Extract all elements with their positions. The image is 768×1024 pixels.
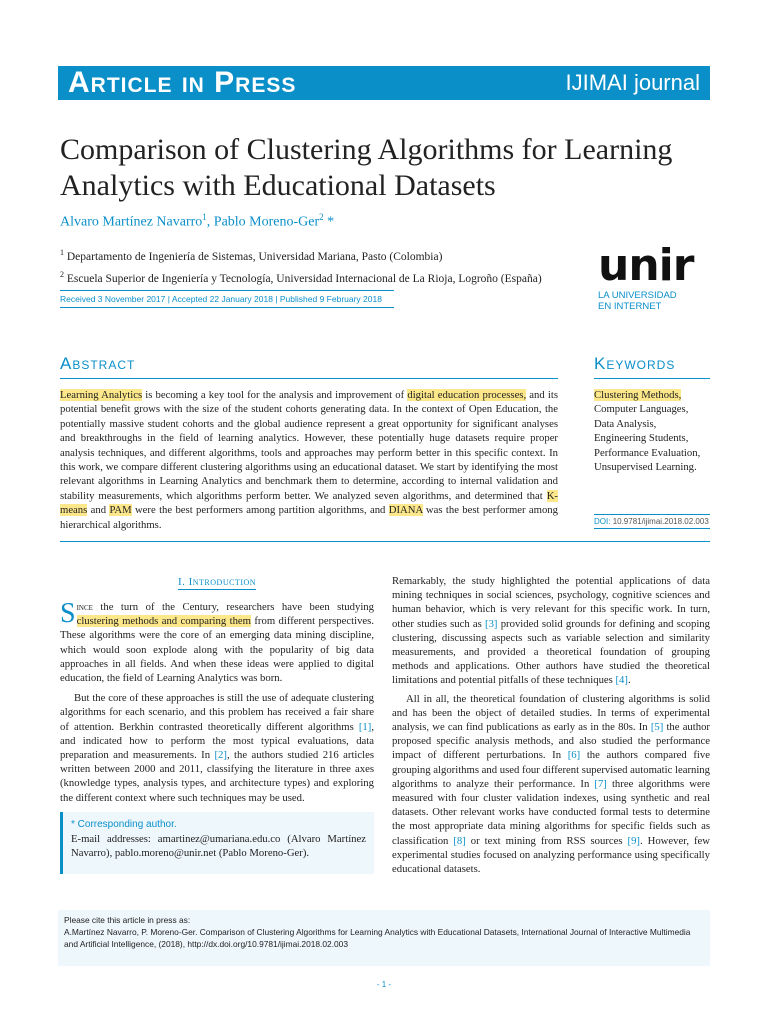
text-fragment: But the core of these approaches is still the use of adequate clustering algorithms for each scenario, and this problem has received a fair share of attention. Berkhin contrasted theoretically different algorithms: [60, 692, 374, 733]
doi-label: DOI:: [594, 517, 611, 526]
keyword-item: Unsupervised Learning.: [594, 461, 697, 474]
citation-link[interactable]: [2]: [214, 749, 227, 762]
affiliation-text: Departamento de Ingeniería de Sistemas, Universidad Mariana, Pasto (Colombia): [66, 250, 443, 263]
text-fragment: the authors compared five grouping algorithms and used four different supervised automatic learning algorithms to analyze their performance. In: [392, 749, 710, 790]
affiliation-text: Escuela Superior de Ingeniería y Tecnología, Universidad Internacional de La Rioja, Logroño (España): [66, 272, 542, 285]
page-number: - 1 -: [376, 980, 392, 989]
abstract-text: [60, 388, 558, 532]
highlight: DIANA: [388, 504, 423, 517]
abstract-fragment: is becoming a key tool for the analysis and improvement of: [142, 389, 408, 401]
citation-link[interactable]: [9]: [627, 834, 640, 847]
highlight: K-means: [60, 489, 558, 517]
unir-logo: [598, 240, 694, 312]
paragraph: [392, 574, 710, 688]
small-caps-word: ince: [76, 601, 93, 613]
text-fragment: , the authors studied 216 articles written between 2000 and 2011, classifying the literature in three axes (knowledge types, analysis types, and architecture types) and exploring the different context where such techniques may be used.: [60, 749, 374, 804]
corresponding-author-emails: E-mail addresses: amartinez@umariana.edu.co (Alvaro Martínez Navarro), pablo.moreno@unir.net (Pablo Moreno-Ger).: [71, 833, 366, 860]
article-in-press-banner: [58, 66, 710, 100]
highlight: PAM: [109, 504, 132, 517]
paragraph: [392, 692, 710, 877]
author-name[interactable]: Pablo Moreno-Ger: [213, 214, 320, 230]
logo-tagline: [598, 290, 693, 312]
affiliation-line: [60, 244, 542, 266]
affiliations: [60, 244, 542, 288]
highlight: clustering methods and comparing them: [76, 615, 251, 628]
citation-link[interactable]: [6]: [567, 749, 581, 762]
citation-link[interactable]: [4]: [615, 674, 628, 687]
left-column: [60, 600, 374, 805]
affiliation-sup: 2: [60, 269, 64, 279]
author-separator: ,: [206, 214, 214, 230]
doi: [594, 514, 710, 529]
text-fragment: three algorithms were measured with four cluster validation indexes, using synthetic and real datasets. Other relevant works have conducted formal tests to determine the most appropriate data mining algorithms for specific fields such as classification: [392, 777, 710, 847]
author-affil-sup: 2: [319, 212, 324, 222]
text-fragment: , and indicated how to perform the most typical evaluations, data preparation and measurements. In: [60, 720, 374, 762]
citation-link[interactable]: [8]: [453, 834, 466, 847]
logo-tagline-line: EN INTERNET: [598, 301, 662, 312]
doi-link[interactable]: 10.9781/ijimai.2018.02.003: [612, 517, 709, 526]
keyword-item: Computer Languages,: [594, 403, 689, 416]
publication-dates: Received 3 November 2017 | Accepted 22 January 2018 | Published 9 February 2018: [60, 290, 394, 308]
citation-box-text: A.Martínez Navarro, P. Moreno-Ger. Comparison of Clustering Algorithms for Learning Analytics with Educational Datasets, International Journal of Interactive Multimedia and Artificial Intelligence, (2018), http://dx.doi.org/10.9781/ijimai.2018.02.003: [64, 927, 691, 949]
text-fragment: .: [627, 674, 631, 687]
paragraph: [60, 691, 374, 805]
text-fragment: Remarkably, the study highlighted the potential applications of data mining techniques in social sciences, psychology, cognitive sciences and human behavior, which is very relevant for this specific work. In turn, other studies such as: [392, 575, 710, 630]
text-fragment: . However, few experimental studies focused on analyzing performance using specifically educational datasets.: [392, 834, 711, 876]
drop-cap: S: [60, 598, 76, 629]
citation-box-label: Please cite this article in press as:: [64, 915, 191, 925]
abstract-fragment: was the best performer among hierarchical algorithms.: [60, 504, 558, 531]
abstract-heading: Abstract: [60, 354, 558, 379]
corresponding-author-label: * Corresponding author.: [71, 819, 177, 830]
keywords-list: [594, 388, 714, 474]
citation-link[interactable]: [5]: [650, 721, 664, 734]
right-column: [392, 574, 710, 876]
citation-link[interactable]: [7]: [594, 777, 607, 790]
text-fragment: or text mining from RSS sources: [465, 834, 628, 847]
introduction-heading: [60, 576, 374, 590]
affiliation-line: [60, 266, 542, 288]
corresponding-author-box: [60, 812, 374, 874]
keyword-item: Performance Evaluation,: [594, 446, 701, 459]
keywords-heading: Keywords: [594, 354, 710, 379]
abstract-fragment: and: [87, 504, 110, 517]
author-affil-sup: 1: [202, 212, 207, 222]
text-fragment: from different perspectives. These algorithms were the core of an emerging data mining discipline, which would soon explode along with the popularity of big data approaches in all fields. And when these ideas were applied to digital education, the field of Learning Analytics was born.: [60, 615, 374, 685]
citation-link[interactable]: [1]: [358, 720, 372, 733]
corresponding-star: *: [323, 214, 335, 230]
author-list: [60, 212, 334, 231]
logo-tagline-line: LA UNIVERSIDAD: [598, 290, 677, 301]
abstract-fragment: were the best performers among partition algorithms, and: [131, 504, 389, 517]
highlight: Learning Analytics: [60, 389, 143, 401]
citation-link[interactable]: [3]: [485, 617, 498, 630]
paragraph: [60, 600, 374, 685]
paper-title: Comparison of Clustering Algorithms for Learning Analytics with Educational Datasets: [60, 133, 673, 202]
text-fragment: the turn of the Century, researchers have been studying: [92, 601, 374, 613]
keyword-item: Data Analysis,: [594, 417, 657, 430]
text-fragment: provided solid grounds for defining and scoping clustering, discussing aspects such as variable selection and similarity measurements, and provided a theoretical foundation of grouping methods and applications. Other authors have studied the theoretical limitations and potential pitfalls of these techniques: [392, 617, 710, 687]
highlight: digital education processes,: [407, 389, 527, 401]
citation-box: [58, 910, 710, 966]
affiliation-sup: 1: [60, 248, 64, 257]
abstract-fragment: and its potential benefit grows with the size of the student cohorts generating data. In the context of Open Education, the potentially massive student cohorts and the global audience represent a great opportunity for significant analyses and breakthroughs in the field of learning analytics. However, these potentially huge datasets require proper analysis techniques, and different algorithms, tools and approaches may perform better in this specific context. In this work, we compare different clustering algorithms using an educational dataset. We start by identifying the most relevant algorithms in Learning Analytics and benchmark them to determine, according to internal validation and stability measurements, which algorithms perform better. We analyzed seven algorithms, and determined that: [60, 389, 558, 502]
keyword-item: Engineering Students,: [594, 432, 689, 445]
text-fragment: All in all, the theoretical foundation of clustering algorithms is solid and has been the object of detailed studies. In terms of experimental analysis, we can find publications as early as in the 80s. In: [392, 692, 710, 734]
section-divider: [60, 541, 710, 542]
logo-wordmark: unir: [598, 240, 694, 291]
text-fragment: the author proposed specific analysis methods, and also studied the performance impact of different perturbations. In: [392, 721, 710, 762]
author-name[interactable]: Alvaro Martínez Navarro: [60, 214, 203, 230]
keyword-item: Clustering Methods,: [594, 389, 682, 401]
journal-name: IJIMAI journal: [565, 70, 700, 95]
article-in-press-label: Article in Press: [68, 66, 297, 99]
introduction-heading-text: I. Introduction: [177, 576, 257, 588]
